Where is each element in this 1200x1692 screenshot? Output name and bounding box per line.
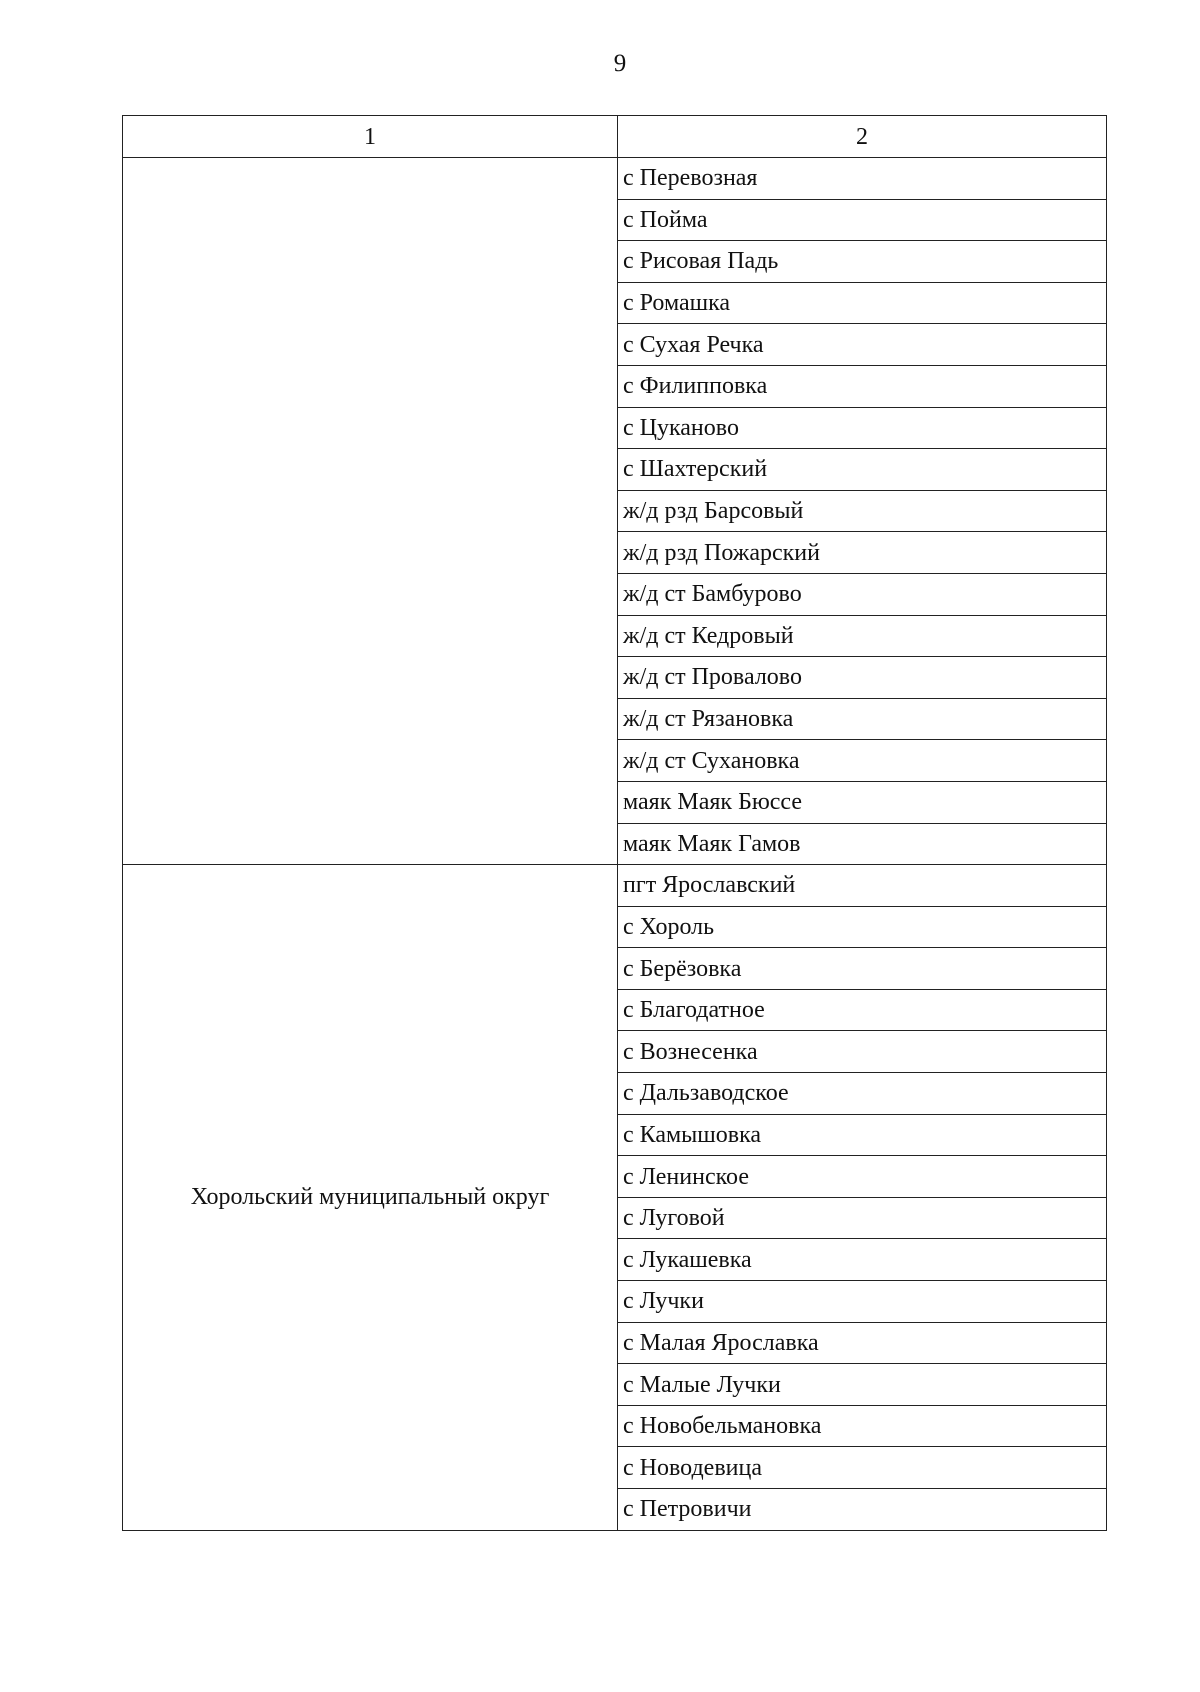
settlement-cell: ж/д рзд Барсовый (618, 490, 1107, 532)
settlement-cell: с Ромашка (618, 282, 1107, 324)
table-body (123, 116, 1107, 1531)
settlement-cell: маяк Маяк Бюссе (618, 781, 1107, 823)
column-header-1: 1 (123, 116, 618, 158)
settlement-cell: с Камышовка (618, 1114, 1107, 1156)
settlement-cell: ж/д ст Кедровый (618, 615, 1107, 657)
table-row (123, 158, 1107, 200)
settlement-cell: с Шахтерский (618, 449, 1107, 491)
settlement-cell: с Пойма (618, 199, 1107, 241)
settlement-cell: ж/д ст Рязановка (618, 698, 1107, 740)
settlement-cell: ж/д рзд Пожарский (618, 532, 1107, 574)
column-header-2: 2 (618, 116, 1107, 158)
settlement-cell: с Вознесенка (618, 1031, 1107, 1073)
settlement-cell: с Новобельмановка (618, 1405, 1107, 1447)
settlement-cell: пгт Ярославский (618, 865, 1107, 907)
settlement-cell: с Луговой (618, 1197, 1107, 1239)
settlement-cell: с Новодевица (618, 1447, 1107, 1489)
settlement-cell: с Малая Ярославка (618, 1322, 1107, 1364)
settlement-cell: с Ленинское (618, 1156, 1107, 1198)
settlement-cell: с Малые Лучки (618, 1364, 1107, 1406)
district-cell (123, 158, 618, 865)
settlement-cell: с Филипповка (618, 365, 1107, 407)
settlement-cell: с Берёзовка (618, 948, 1107, 990)
settlement-cell: ж/д ст Провалово (618, 657, 1107, 699)
table-header-row (123, 116, 1107, 158)
settlement-cell: с Петровичи (618, 1489, 1107, 1531)
table-row (123, 865, 1107, 907)
settlement-cell: с Лучки (618, 1281, 1107, 1323)
settlement-cell: с Благодатное (618, 989, 1107, 1031)
settlement-cell: ж/д ст Сухановка (618, 740, 1107, 782)
settlement-cell: с Рисовая Падь (618, 241, 1107, 283)
district-cell: Хорольский муниципальный округ (123, 865, 618, 1531)
settlement-cell: с Хороль (618, 906, 1107, 948)
settlement-cell: ж/д ст Бамбурово (618, 573, 1107, 615)
settlement-cell: маяк Маяк Гамов (618, 823, 1107, 865)
settlement-cell: с Перевозная (618, 158, 1107, 200)
page-number: 9 (613, 50, 627, 77)
settlement-cell: с Дальзаводское (618, 1073, 1107, 1115)
settlement-cell: с Сухая Речка (618, 324, 1107, 366)
settlement-cell: с Лукашевка (618, 1239, 1107, 1281)
settlement-cell: с Цуканово (618, 407, 1107, 449)
settlements-table (122, 115, 1107, 1531)
